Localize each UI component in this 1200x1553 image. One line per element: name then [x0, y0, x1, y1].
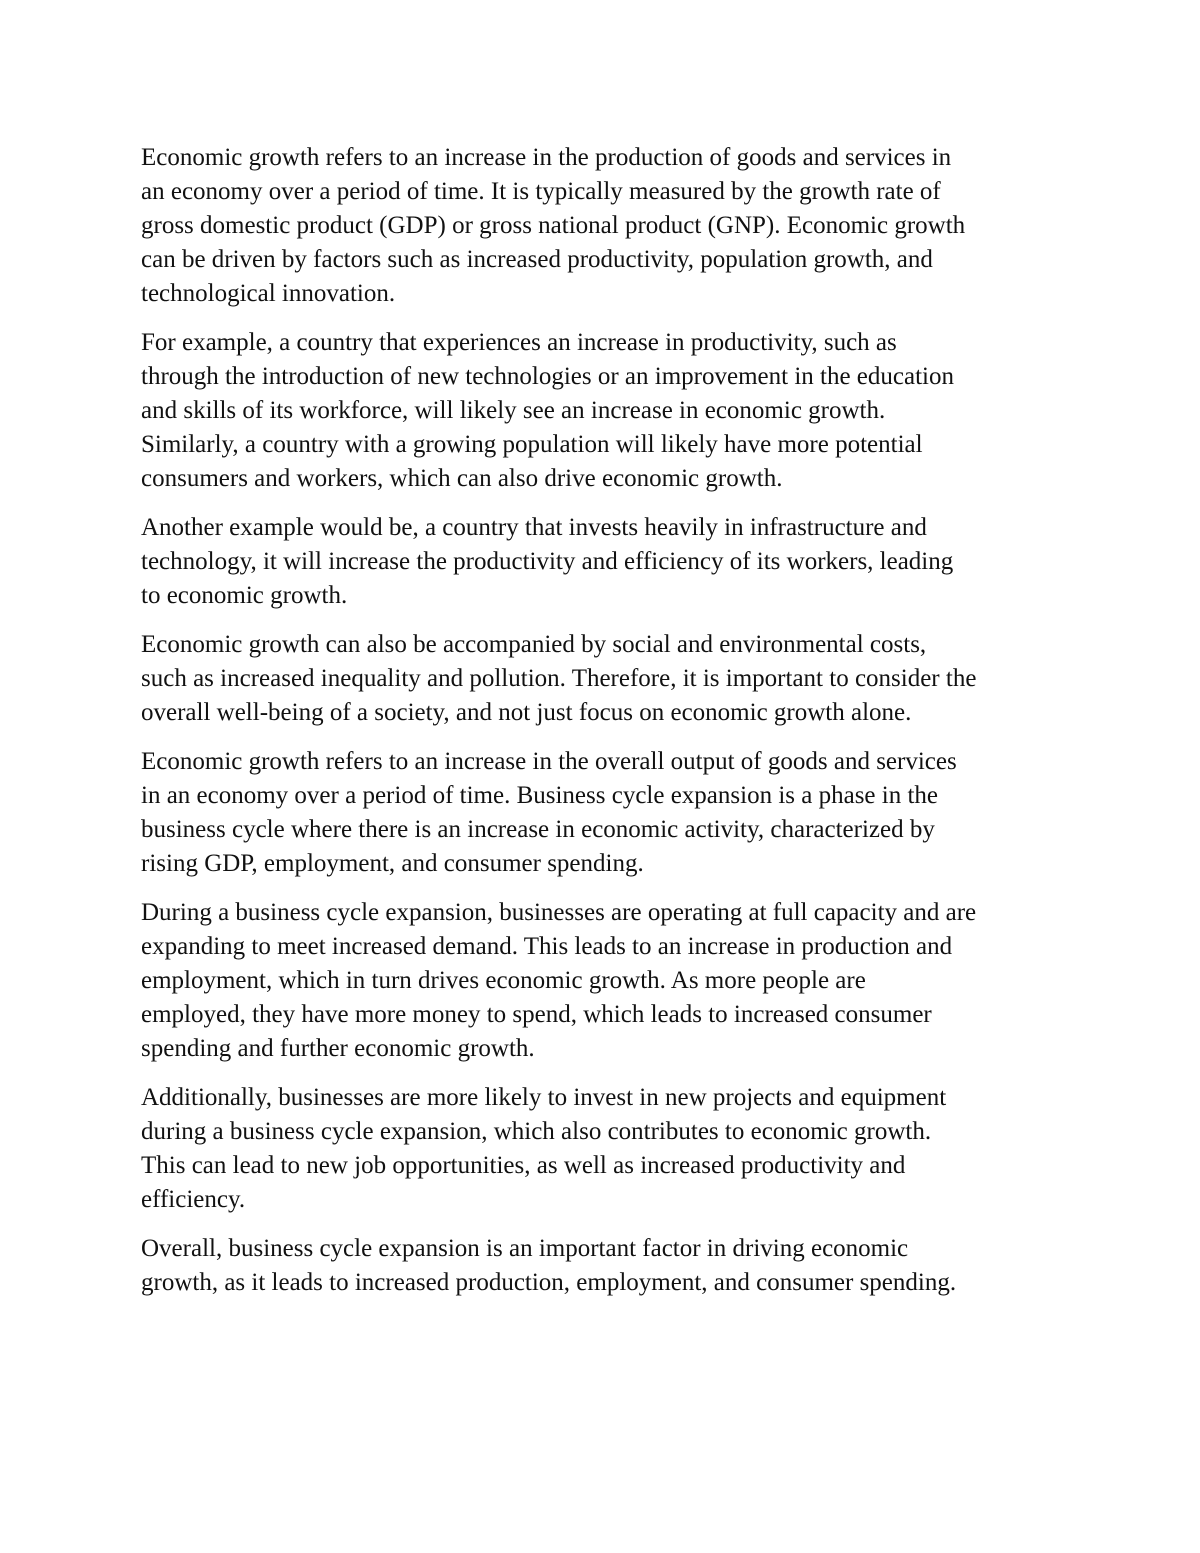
text-line: This can lead to new job opportunities, as well as increased productivity and	[141, 1152, 906, 1179]
paragraph-7	[141, 1081, 1066, 1217]
text-line: overall well-being of a society, and not just focus on economic growth alone.	[141, 699, 912, 726]
text-line: spending and further economic growth.	[141, 1035, 535, 1062]
text-line: efficiency.	[141, 1186, 246, 1213]
paragraph-4	[141, 628, 1066, 730]
text-line: technological innovation.	[141, 280, 396, 307]
text-line: consumers and workers, which can also drive economic growth.	[141, 465, 783, 492]
text-line: Economic growth can also be accompanied by social and environmental costs,	[141, 631, 927, 658]
text-line: through the introduction of new technologies or an improvement in the education	[141, 363, 954, 390]
text-line: gross domestic product (GDP) or gross national product (GNP). Economic growth	[141, 212, 966, 239]
document-body	[141, 141, 1066, 1315]
text-line: technology, it will increase the productivity and efficiency of its workers, leading	[141, 548, 954, 575]
text-line: employment, which in turn drives economic growth. As more people are	[141, 967, 866, 994]
text-line: employed, they have more money to spend, which leads to increased consumer	[141, 1001, 932, 1028]
text-line: For example, a country that experiences an increase in productivity, such as	[141, 329, 897, 356]
text-line: Another example would be, a country that invests heavily in infrastructure and	[141, 514, 927, 541]
text-line: an economy over a period of time. It is typically measured by the growth rate of	[141, 178, 941, 205]
text-line: During a business cycle expansion, businesses are operating at full capacity and are	[141, 899, 977, 926]
text-line: Similarly, a country with a growing population will likely have more potential	[141, 431, 923, 458]
text-line: Economic growth refers to an increase in the overall output of goods and services	[141, 748, 957, 775]
paragraph-6	[141, 896, 1066, 1066]
text-line: expanding to meet increased demand. This leads to an increase in production and	[141, 933, 953, 960]
paragraph-5	[141, 745, 1066, 881]
text-line: rising GDP, employment, and consumer spending.	[141, 850, 644, 877]
text-line: Additionally, businesses are more likely to invest in new projects and equipment	[141, 1084, 947, 1111]
text-line: Economic growth refers to an increase in the production of goods and services in	[141, 144, 952, 171]
paragraph-2	[141, 326, 1066, 496]
text-line: in an economy over a period of time. Business cycle expansion is a phase in the	[141, 782, 939, 809]
text-line: business cycle where there is an increase in economic activity, characterized by	[141, 816, 935, 843]
paragraph-8	[141, 1232, 1066, 1300]
text-line: growth, as it leads to increased production, employment, and consumer spending.	[141, 1269, 957, 1296]
text-line: and skills of its workforce, will likely see an increase in economic growth.	[141, 397, 886, 424]
text-line: Overall, business cycle expansion is an important factor in driving economic	[141, 1235, 909, 1262]
text-line: to economic growth.	[141, 582, 348, 609]
text-line: such as increased inequality and pollution. Therefore, it is important to consider the	[141, 665, 977, 692]
paragraph-3	[141, 511, 1066, 613]
text-line: during a business cycle expansion, which also contributes to economic growth.	[141, 1118, 932, 1145]
text-line: can be driven by factors such as increased productivity, population growth, and	[141, 246, 933, 273]
paragraph-1	[141, 141, 1066, 311]
